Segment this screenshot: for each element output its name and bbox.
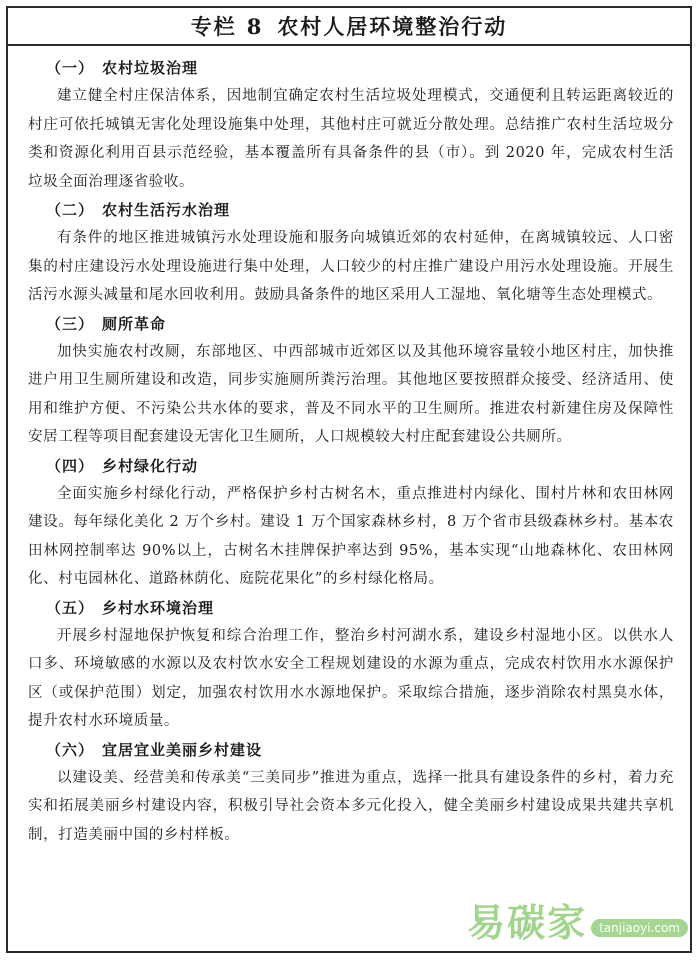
- section-greening: [28, 452, 674, 594]
- section-heading-text: 农村生活污水治理: [102, 201, 231, 219]
- section-paragraph: 全面实施乡村绿化行动，严格保护乡村古树名木，重点推进村内绿化、围村片林和农田林网建设。每年绿化美化 2 万个乡村。建设 1 万个国家森林乡村，8 万个省市县级森林乡村。基本农田林网控制率达 90%以上，古树名木挂牌保护率达到 95%，基本实现“山地森林化、农田林网化、村屯园林化、道路林荫化、庭院花果化”的乡村绿化格局。: [28, 485, 674, 587]
- section-index: （五）: [46, 598, 95, 617]
- column-box: [6, 6, 692, 953]
- section-toilet: [28, 310, 674, 452]
- section-index: （六）: [46, 740, 95, 759]
- section-heading: [28, 452, 674, 480]
- section-index: （四）: [46, 456, 95, 475]
- section-heading: [28, 736, 674, 764]
- section-heading: [28, 54, 674, 82]
- section-heading: [28, 594, 674, 622]
- section-heading-text: 农村垃圾治理: [102, 59, 199, 77]
- section-heading: [28, 196, 674, 224]
- section-waste: [28, 54, 674, 196]
- section-heading-text: 乡村水环境治理: [102, 598, 215, 617]
- section-beautiful-village: [28, 736, 674, 850]
- section-paragraph: 以建设美、经营美和传承美“三美同步”推进为重点，选择一批具有建设条件的乡村，着力充实和拓展美丽乡村建设内容，积极引导社会资本多元化投入，健全美丽乡村建设成果共建共享机制，打造美丽中国的乡村样板。: [28, 769, 674, 843]
- column-number: 8: [246, 13, 264, 39]
- section-index: （二）: [46, 201, 95, 219]
- section-heading-text: 乡村绿化行动: [102, 456, 199, 475]
- section-paragraph: 开展乡村湿地保护恢复和综合治理工作，整治乡村河湖水系，建设乡村湿地小区。以供水人口多、环境敏感的水源以及农村饮水安全工程规划建设的水源为重点，完成农村饮用水水源保护区（或保护范围）划定，加强农村饮用水水源地保护。采取综合措施，逐步消除农村黑臭水体，提升农村水环境质量。: [28, 627, 674, 729]
- section-paragraph: 有条件的地区推进城镇污水处理设施和服务向城镇近郊的农村延伸，在离城镇较远、人口密集的村庄建设污水处理设施进行集中处理，人口较少的村庄推广建设户用污水处理设施。开展生活污水源头减量和尾水回收利用。鼓励具备条件的地区采用人工湿地、氧化塘等生态处理模式。: [28, 230, 674, 303]
- column-title: [8, 8, 690, 46]
- column-label: 专栏: [190, 14, 237, 39]
- section-heading: [28, 310, 674, 338]
- section-paragraph: 建立健全村庄保洁体系，因地制宜确定农村生活垃圾处理模式，交通便利且转运距离较近的村庄可依托城镇无害化处理设施集中处理，其他村庄可就近分散处理。总结推广农村生活垃圾分类和资源化利用百县示范经验，基本覆盖所有具备条件的县（市）。到 2020 年，完成农村生活垃圾全面治理逐省验收。: [28, 88, 674, 190]
- section-water: [28, 594, 674, 736]
- section-heading-text: 宜居宜业美丽乡村建设: [102, 740, 263, 759]
- section-heading-text: 厕所革命: [102, 314, 167, 333]
- section-paragraph: 加快实施农村改厕，东部地区、中西部城市近郊区以及其他环境容量较小地区村庄，加快推进户用卫生厕所建设和改造，同步实施厕所粪污治理。其他地区要按照群众接受、经济适用、使用和维护方便、不污染公共水体的要求，普及不同水平的卫生厕所。推进农村新建住房及保障性安居工程等项目配套建设无害化卫生厕所，人口规模较大村庄配套建设公共厕所。: [28, 343, 674, 445]
- column-title-text: 农村人居环境整治行动: [277, 14, 508, 39]
- section-index: （一）: [46, 59, 95, 77]
- column-body: [8, 46, 690, 849]
- section-sewage: [28, 196, 674, 310]
- section-index: （三）: [46, 314, 95, 333]
- watermark-en: tanjiaoyi.com: [591, 919, 688, 937]
- watermark-cn: 易碳家: [467, 901, 588, 945]
